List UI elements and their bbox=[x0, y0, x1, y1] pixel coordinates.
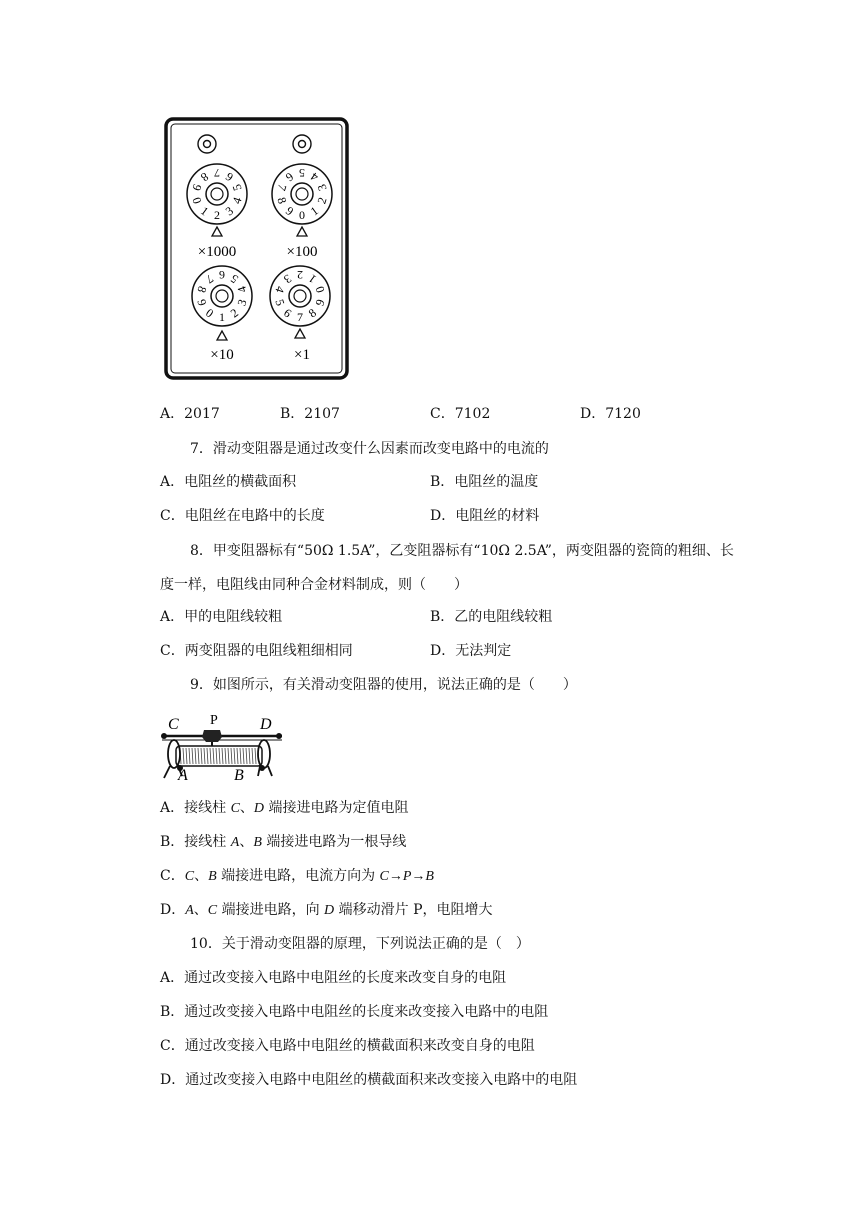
dial-digit: 8 bbox=[194, 284, 210, 295]
dial-digit: 9 bbox=[189, 182, 205, 193]
dial-digit: 3 bbox=[222, 203, 236, 219]
q9-option-a[interactable]: A．接线柱 C、D 端接进电路为定值电阻 bbox=[160, 800, 409, 816]
dial-digit: 1 bbox=[305, 271, 319, 287]
q6-option-a[interactable]: A．2017 bbox=[160, 406, 220, 422]
q8-option-d[interactable]: D．无法判定 bbox=[430, 643, 512, 659]
q7-option-c[interactable]: C．电阻丝在电路中的长度 bbox=[160, 508, 325, 524]
dial-digit: 8 bbox=[198, 169, 212, 185]
dial-digit: 7 bbox=[297, 310, 303, 324]
dial-digit: 5 bbox=[272, 297, 288, 308]
dial-digit: 5 bbox=[299, 166, 305, 180]
dial-digit: 5 bbox=[229, 182, 245, 193]
dial-digit: 0 bbox=[189, 195, 205, 206]
dial-digit: 0 bbox=[312, 284, 328, 295]
q10-option-d[interactable]: D．通过改变接入电路中电阻丝的横截面积来改变接入电路中的电阻 bbox=[160, 1072, 578, 1088]
dial-digit: 2 bbox=[227, 305, 241, 321]
dial-digit: 8 bbox=[274, 195, 290, 206]
slider-p bbox=[202, 730, 222, 742]
multiplier-label: ×100 bbox=[286, 244, 318, 260]
dial-digit: 7 bbox=[214, 166, 220, 180]
dial-digit: 6 bbox=[281, 305, 295, 321]
dial-digit: 9 bbox=[194, 297, 210, 308]
dial-digit: 2 bbox=[297, 268, 303, 282]
dial-digit: 4 bbox=[307, 169, 321, 185]
q6-option-b[interactable]: B．2107 bbox=[280, 406, 340, 422]
q10-stem: 10．关于滑动变阻器的原理，下列说法正确的是（ ） bbox=[190, 936, 530, 952]
dial-digit: 1 bbox=[307, 203, 321, 219]
q10-option-a[interactable]: A．通过改变接入电路中电阻丝的长度来改变自身的电阻 bbox=[160, 970, 507, 986]
dial-digit: 3 bbox=[234, 297, 250, 308]
dial-digit: 6 bbox=[283, 169, 297, 185]
label-a: A bbox=[178, 767, 188, 784]
label-c: C bbox=[168, 716, 179, 733]
dial-digit: 2 bbox=[214, 208, 220, 222]
dial-digit: 6 bbox=[222, 169, 236, 185]
q10-option-c[interactable]: C．通过改变接入电路中电阻丝的横截面积来改变自身的电阻 bbox=[160, 1038, 535, 1054]
dial-digit: 7 bbox=[203, 271, 217, 287]
label-b: B bbox=[234, 767, 244, 784]
label-p: P bbox=[210, 713, 218, 728]
dial-digit: 0 bbox=[203, 305, 217, 321]
dial-digit: 7 bbox=[274, 182, 290, 193]
multiplier-label: ×1 bbox=[294, 347, 310, 363]
q10-option-b[interactable]: B．通过改变接入电路中电阻丝的长度来改变接入电路中的电阻 bbox=[160, 1004, 549, 1020]
dial-digit: 1 bbox=[219, 310, 225, 324]
dial-digit: 5 bbox=[227, 271, 241, 287]
dial-digit: 2 bbox=[314, 195, 330, 206]
q9-stem: 9．如图所示，有关滑动变阻器的使用，说法正确的是（ ） bbox=[190, 677, 577, 693]
q6-option-d[interactable]: D．7120 bbox=[580, 406, 641, 422]
q9-option-c[interactable]: C．C、B 端接进电路，电流方向为 C→P→B bbox=[160, 868, 434, 884]
dial-digit: 4 bbox=[272, 284, 288, 295]
q9-option-d[interactable]: D．A、C 端接进电路，向 D 端移动滑片 P，电阻增大 bbox=[160, 902, 493, 918]
q8-stem-line1: 8．甲变阻器标有“50Ω 1.5A”，乙变阻器标有“10Ω 2.5A”，两变阻器的瓷筒的粗细、长 bbox=[190, 543, 734, 559]
q8-stem-line2: 度一样，电阻线由同种合金材料制成，则（ ） bbox=[160, 577, 468, 593]
dial-digit: 8 bbox=[305, 305, 319, 321]
q7-option-a[interactable]: A．电阻丝的横截面积 bbox=[160, 474, 297, 490]
sliding-rheostat-figure bbox=[158, 710, 284, 784]
label-d: D bbox=[260, 716, 272, 733]
q9-option-b[interactable]: B．接线柱 A、B 端接进电路为一根导线 bbox=[160, 834, 407, 850]
q8-option-c[interactable]: C．两变阻器的电阻线粗细相同 bbox=[160, 643, 353, 659]
dial-digit: 1 bbox=[198, 203, 212, 219]
q8-option-a[interactable]: A．甲的电阻线较粗 bbox=[160, 609, 283, 625]
dial-digit: 9 bbox=[283, 203, 297, 219]
resistance-box-figure bbox=[164, 116, 350, 382]
dial-digit: 4 bbox=[234, 284, 250, 295]
q6-option-c[interactable]: C．7102 bbox=[430, 406, 491, 422]
dial-digit: 9 bbox=[312, 297, 328, 308]
q7-option-b[interactable]: B．电阻丝的温度 bbox=[430, 474, 539, 490]
multiplier-label: ×1000 bbox=[197, 244, 237, 260]
q7-stem: 7．滑动变阻器是通过改变什么因素而改变电路中的电流的 bbox=[190, 441, 549, 457]
q7-option-d[interactable]: D．电阻丝的材料 bbox=[430, 508, 540, 524]
dial-digit: 4 bbox=[229, 195, 245, 206]
dial-digit: 0 bbox=[299, 208, 305, 222]
q8-option-b[interactable]: B．乙的电阻线较粗 bbox=[430, 609, 553, 625]
multiplier-label: ×10 bbox=[210, 347, 234, 363]
dial-digit: 3 bbox=[314, 182, 330, 193]
dial-digit: 3 bbox=[281, 271, 295, 287]
dial-digit: 6 bbox=[219, 268, 225, 282]
